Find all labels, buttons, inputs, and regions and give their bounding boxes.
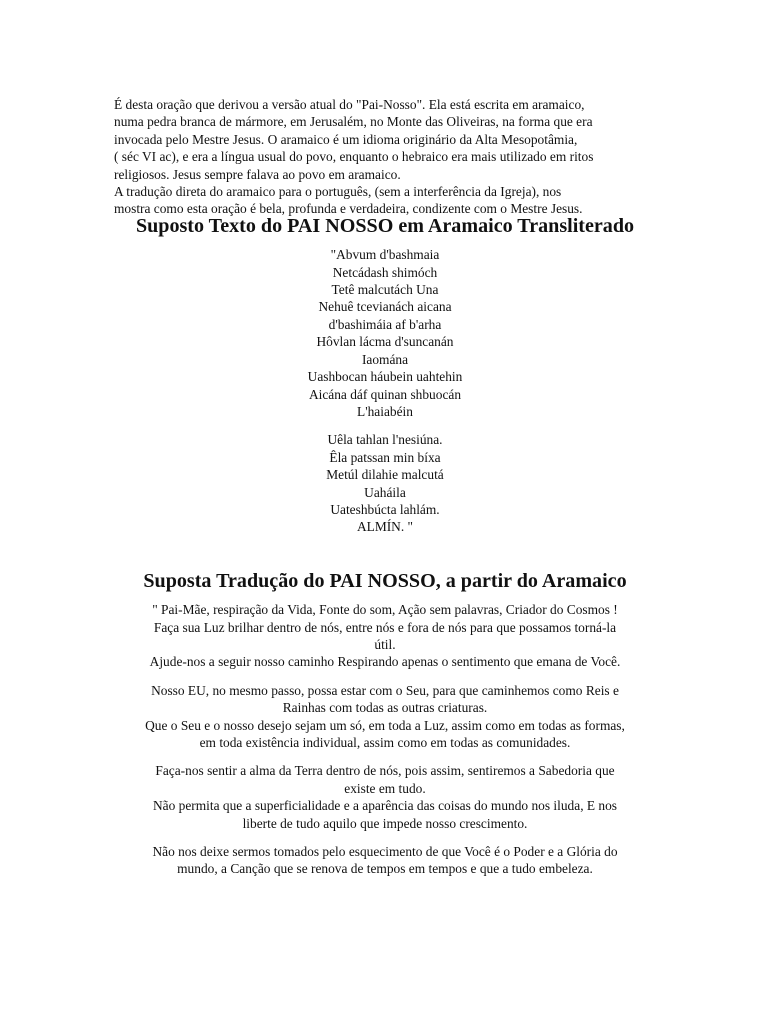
text-line: existe em tudo.	[344, 780, 426, 796]
text-line: invocada pelo Mestre Jesus. O aramaico é um idioma originário da Alta Mesopotâmia,	[114, 131, 578, 147]
translation-heading: Suposta Tradução do PAI NOSSO, a partir do Aramaico	[143, 569, 627, 592]
text-line: numa pedra branca de mármore, em Jerusalém, no Monte das Oliveiras, na forma que era	[114, 114, 593, 130]
verse-line: Uateshbúcta lahlám.	[330, 501, 440, 517]
verse-line: Uashbocan háubein uahtehin	[307, 369, 463, 385]
text-line: A tradução direta do aramaico para o português, (sem a interferência da Igreja), nos	[114, 184, 562, 200]
text-line: Não permita que a superficialidade e a aparência das coisas do mundo nos iluda, E nos	[152, 798, 618, 814]
verse-line: d'bashimáia af b'arha	[328, 316, 442, 332]
verse-line: Uaháila	[364, 484, 406, 500]
verse-line: Êla patssan min bíxa	[329, 449, 441, 465]
aramaic-heading: Suposto Texto do PAI NOSSO em Aramaico Transliterado	[135, 214, 635, 237]
aramaic-stanza-1	[114, 246, 656, 420]
verse-line: Iaomána	[361, 351, 409, 367]
intro-section	[114, 96, 656, 218]
aramaic-stanza-2	[114, 431, 656, 535]
text-line: em toda existência individual, assim como em todas as comunidades.	[199, 735, 571, 750]
verse-line: Tetê malcutách Una	[331, 282, 439, 298]
text-line: Faça-nos sentir a alma da Terra dentro de nós, pois assim, sentiremos a Sabedoria que	[155, 763, 615, 779]
text-line: Nosso EU, no mesmo passo, possa estar com o Seu, para que caminhemos como Reis e	[151, 682, 619, 698]
text-line: útil.	[374, 636, 396, 652]
verse-line: Aicána dáf quinan shbuocán	[308, 386, 462, 402]
intro-paragraph-1	[114, 96, 656, 183]
verse-line: Nehuê tcevianách aicana	[318, 299, 452, 315]
text-line: Rainhas com todas as outras criaturas.	[282, 700, 488, 716]
text-line: religiosos. Jesus sempre falava ao povo em aramaico.	[114, 166, 401, 182]
verse-line: L'haiabéin	[357, 403, 413, 419]
verse-line: "Abvum d'bashmaia	[330, 247, 440, 263]
intro-paragraph-2	[114, 183, 656, 218]
text-line: É desta oração que derivou a versão atual do "Pai-Nosso". Ela está escrita em aramaico,	[114, 97, 585, 112]
text-line: Ajude-nos a seguir nosso caminho Respirando apenas o sentimento que emana de Você.	[149, 654, 621, 670]
verse-line: Netcádash shimóch	[332, 264, 438, 280]
text-line: " Pai-Mãe, respiração da Vida, Fonte do som, Ação sem palavras, Criador do Cosmos !	[152, 602, 618, 618]
verse-line: ALMÍN. "	[356, 519, 414, 535]
verse-line: Uêla tahlan l'nesiúna.	[327, 432, 443, 448]
text-line: ( séc VI ac), e era a língua usual do povo, enquanto o hebraico era mais utilizado em ritos	[114, 149, 594, 165]
translation-paragraph-4	[114, 843, 656, 878]
translation-paragraph-3	[114, 762, 656, 832]
document-page	[114, 96, 656, 889]
text-line: Não nos deixe sermos tomados pelo esquecimento de que Você é o Poder e a Glória do	[152, 844, 618, 860]
text-line: Que o Seu e o nosso desejo sejam um só, em toda a Luz, assim como em todas as formas,	[145, 717, 625, 733]
text-line: mostra como esta oração é bela, profunda e verdadeira, condizente com o Mestre Jesus.	[114, 201, 583, 217]
verse-line: Metúl dilahie malcutá	[326, 467, 444, 483]
text-line: mundo, a Canção que se renova de tempos em tempos e que a tudo embeleza.	[177, 861, 593, 877]
translation-section	[114, 601, 656, 878]
text-line: Faça sua Luz brilhar dentro de nós, entre nós e fora de nós para que possamos torná-la	[153, 619, 617, 635]
translation-paragraph-2	[114, 682, 656, 752]
translation-paragraph-1	[114, 601, 656, 671]
verse-line: Hôvlan lácma d'suncanán	[316, 334, 454, 350]
text-line: liberte de tudo aquilo que impede nosso crescimento.	[242, 815, 528, 831]
